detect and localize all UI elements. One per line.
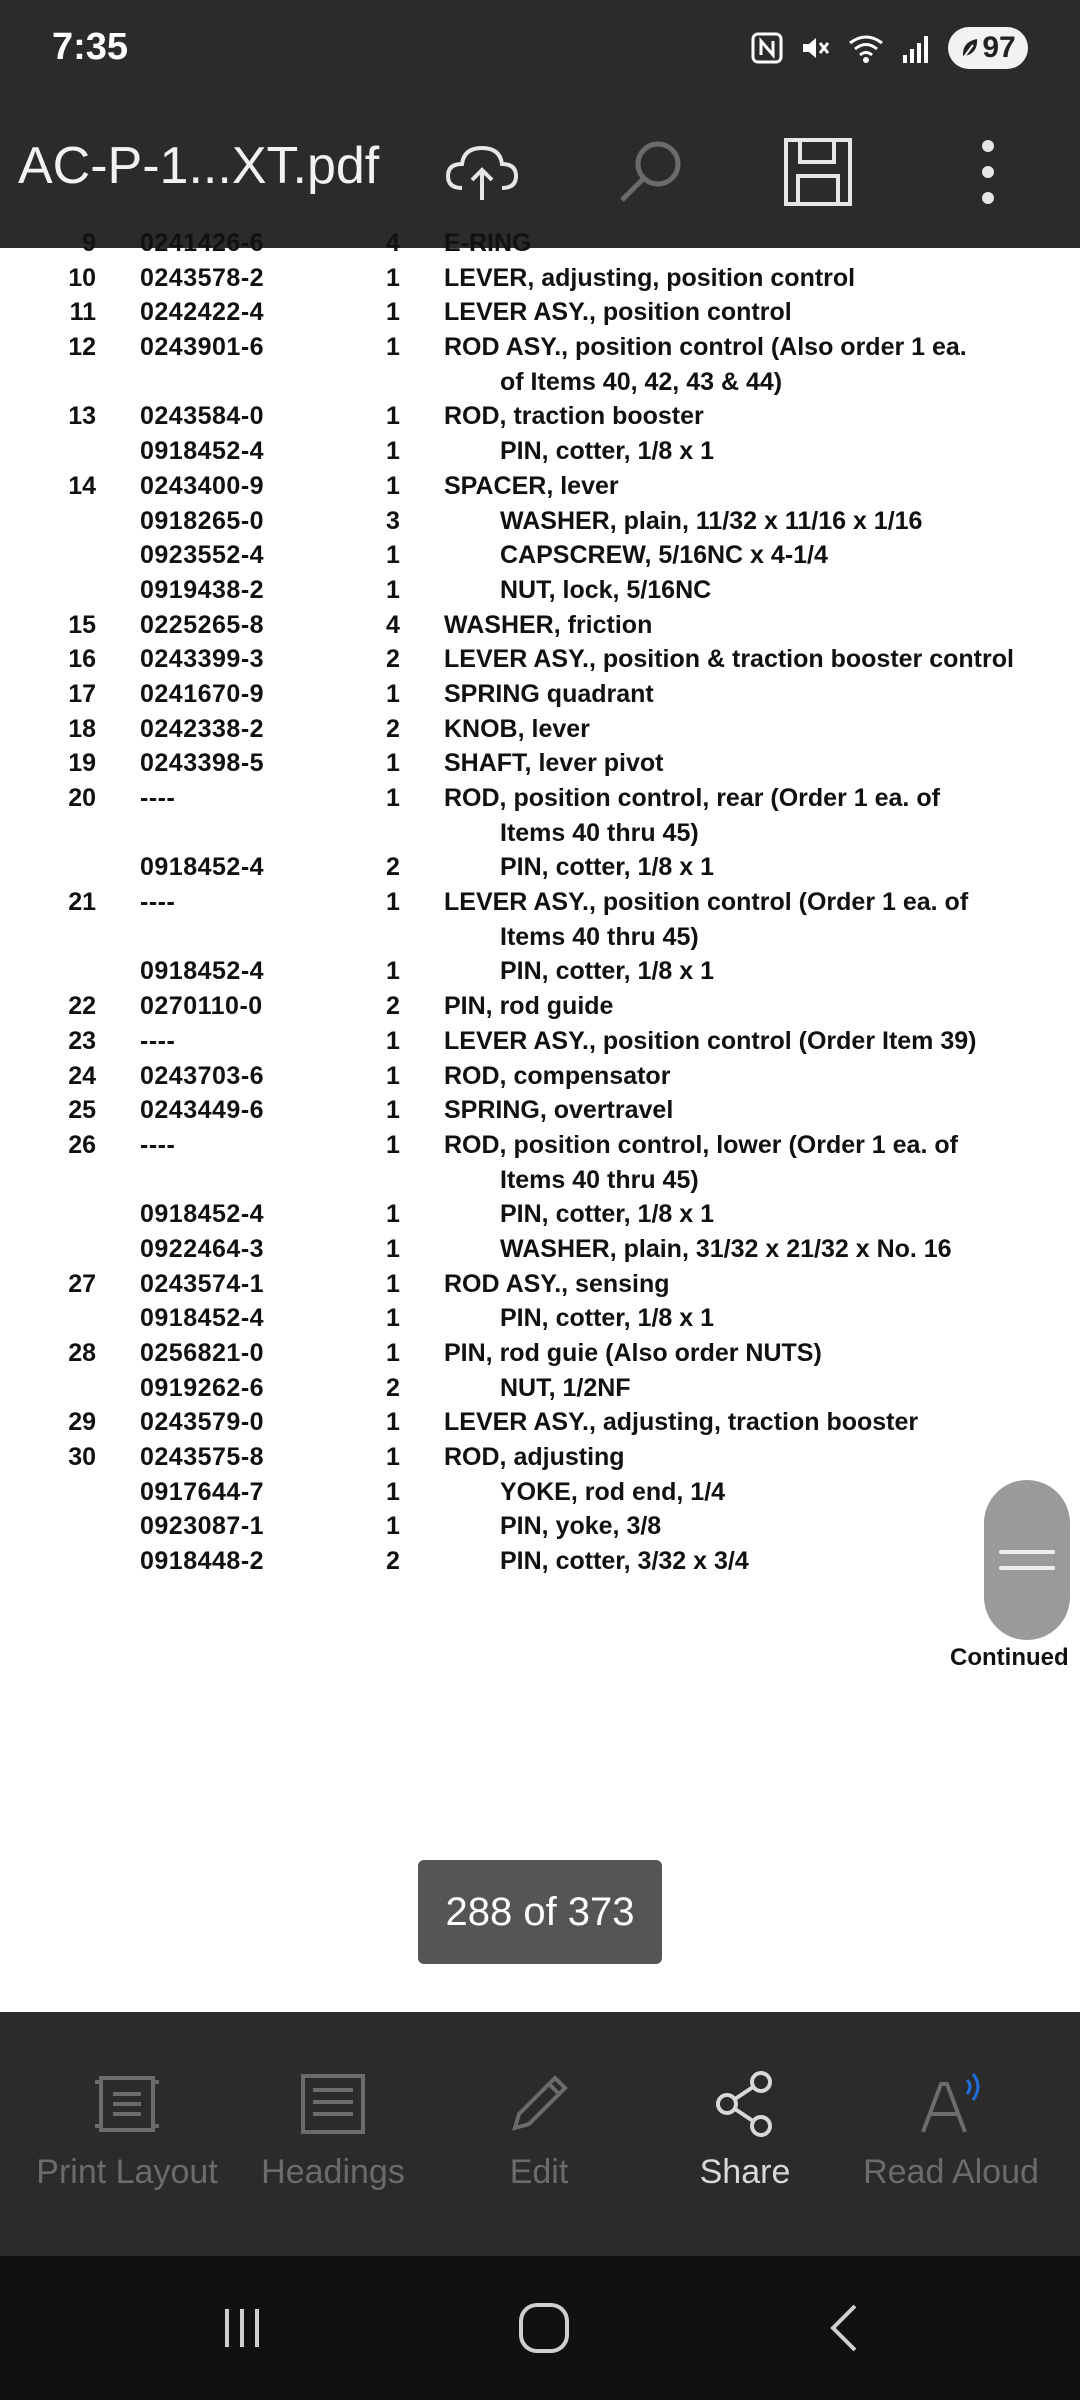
part-number: 0243578-2 (140, 263, 265, 292)
quantity: 1 (386, 541, 400, 570)
quantity: 1 (386, 888, 400, 917)
part-number: 0918448-2 (140, 1547, 265, 1576)
description: PIN, cotter, 1/8 x 1 (500, 1304, 714, 1333)
item-number: 20 (68, 784, 96, 812)
table-row (0, 850, 1080, 885)
pencil-icon (503, 2068, 575, 2145)
quantity: 1 (386, 1234, 400, 1263)
status-time: 7:35 (52, 26, 129, 68)
table-row (0, 954, 1080, 989)
parts-list-table (0, 226, 1080, 1579)
item-number: 17 (68, 679, 96, 708)
table-row (0, 608, 1080, 643)
quantity: 1 (386, 1061, 400, 1090)
description: PIN, cotter, 1/8 x 1 (500, 853, 714, 882)
print-layout-button[interactable] (32, 2068, 222, 2193)
description: PIN, cotter, 3/32 x 3/4 (500, 1547, 749, 1576)
headings-icon (297, 2068, 369, 2145)
part-number: 0243901-6 (140, 333, 265, 362)
part-number: 0243398-5 (140, 749, 265, 778)
quantity: 1 (386, 1304, 400, 1333)
quantity: 2 (386, 714, 400, 743)
table-row (0, 1509, 1080, 1544)
part-number: 0918452-4 (140, 1200, 265, 1229)
part-number: 0918452-4 (140, 853, 265, 882)
table-row (0, 920, 1080, 955)
quantity: 2 (386, 1547, 400, 1576)
description: ROD ASY., sensing (444, 1269, 670, 1298)
item-number: 18 (68, 714, 96, 743)
part-number: 0243579-0 (140, 1408, 265, 1437)
table-row (0, 712, 1080, 747)
quantity: 1 (386, 1512, 400, 1541)
status-icons (750, 24, 1028, 72)
description: PIN, rod guide (444, 992, 614, 1021)
description: ROD, position control, rear (Order 1 ea. of (444, 784, 940, 812)
description: WASHER, plain, 31/32 x 21/32 x No. 16 (500, 1234, 952, 1263)
item-number: 19 (68, 749, 96, 778)
table-row (0, 989, 1080, 1024)
item-number: 22 (68, 992, 96, 1021)
table-row (0, 1336, 1080, 1371)
description: WASHER, plain, 11/32 x 11/16 x 1/16 (500, 506, 923, 535)
quantity: 1 (386, 263, 400, 292)
item-number: 24 (68, 1061, 96, 1090)
part-number: 0919438-2 (140, 575, 265, 604)
share-icon (709, 2068, 781, 2145)
item-number: 15 (68, 610, 96, 639)
description: LEVER, adjusting, position control (444, 263, 856, 292)
home-button[interactable] (504, 2292, 584, 2364)
table-row (0, 295, 1080, 330)
part-number: 0917644-7 (140, 1477, 265, 1506)
quantity: 1 (386, 402, 400, 431)
description: Items 40 thru 45) (500, 1165, 699, 1194)
table-row (0, 434, 1080, 469)
save-icon[interactable] (772, 126, 864, 218)
edit-button[interactable] (444, 2068, 634, 2193)
table-row (0, 330, 1080, 365)
description: KNOB, lever (444, 714, 590, 743)
description: ROD ASY., position control (Also order 1 ea. (444, 333, 967, 362)
table-row (0, 1197, 1080, 1232)
part-number: 0923552-4 (140, 541, 265, 570)
quantity: 1 (386, 784, 400, 812)
table-row (0, 885, 1080, 920)
item-number: 13 (68, 402, 96, 431)
item-number: 14 (68, 471, 96, 500)
item-number: 25 (68, 1096, 96, 1125)
part-number: 0243449-6 (140, 1096, 265, 1125)
table-row (0, 1163, 1080, 1198)
system-nav-bar (0, 2256, 1080, 2400)
description: SPACER, lever (444, 471, 619, 500)
table-row (0, 226, 1080, 261)
quantity: 4 (386, 610, 400, 639)
table-row (0, 1232, 1080, 1267)
more-options-icon[interactable] (942, 126, 1034, 218)
item-number: 23 (68, 1026, 96, 1055)
item-number: 30 (68, 1443, 96, 1472)
description: Items 40 thru 45) (500, 922, 699, 951)
page-indicator: 288 of 373 (418, 1860, 662, 1964)
part-number: 0243399-3 (140, 645, 265, 674)
quantity: 3 (386, 506, 400, 535)
item-number: 28 (68, 1339, 96, 1367)
quantity: 1 (386, 1339, 400, 1367)
battery-level: 97 (982, 31, 1016, 64)
quantity: 1 (386, 1130, 400, 1159)
table-row (0, 538, 1080, 573)
part-number: 0919262-6 (140, 1373, 265, 1402)
read-aloud-icon (915, 2068, 987, 2145)
quantity: 1 (386, 298, 400, 327)
quantity: 1 (386, 333, 400, 362)
description: NUT, lock, 5/16NC (500, 575, 712, 604)
quantity: 2 (386, 853, 400, 882)
part-number: 0270110-0 (140, 992, 263, 1021)
quantity: 2 (386, 645, 400, 674)
file-title[interactable]: AC-P-1...XT.pdf (18, 137, 380, 195)
quantity: 1 (386, 957, 400, 986)
table-row (0, 677, 1080, 712)
table-row (0, 504, 1080, 539)
part-number: ---- (140, 784, 176, 812)
quantity: 1 (386, 679, 400, 708)
table-row (0, 746, 1080, 781)
item-number: 26 (68, 1130, 96, 1159)
description: PIN, cotter, 1/8 x 1 (500, 1200, 714, 1229)
read-aloud-button[interactable] (856, 2068, 1046, 2193)
search-icon[interactable] (604, 126, 696, 218)
table-row (0, 642, 1080, 677)
quantity: 2 (386, 1373, 400, 1402)
item-number: 12 (68, 333, 96, 362)
table-row (0, 573, 1080, 608)
table-row (0, 1475, 1080, 1510)
part-number: ---- (140, 888, 176, 917)
part-number: 0241670-9 (140, 679, 265, 708)
description: LEVER ASY., adjusting, traction booster (444, 1408, 919, 1437)
description: LEVER ASY., position control (Order 1 ea. of (444, 888, 969, 917)
description: PIN, rod guie (Also order NUTS) (444, 1339, 822, 1367)
description: SPRING quadrant (444, 679, 654, 708)
part-number: 0918265-0 (140, 506, 265, 535)
part-number: 0243400-9 (140, 471, 265, 500)
read-aloud-label: Read Aloud (863, 2153, 1039, 2191)
description: YOKE, rod end, 1/4 (500, 1477, 726, 1506)
description: SPRING, overtravel (444, 1096, 674, 1125)
table-row (0, 1440, 1080, 1475)
battery-leaf-icon (960, 36, 980, 60)
part-number: 0225265-8 (140, 610, 265, 639)
description: SHAFT, lever pivot (444, 749, 664, 778)
battery-indicator (948, 27, 1028, 69)
description: LEVER ASY., position & traction booster control (444, 645, 1014, 674)
table-row (0, 469, 1080, 504)
table-row (0, 399, 1080, 434)
description: WASHER, friction (444, 610, 653, 639)
quantity: 1 (386, 1096, 400, 1125)
part-number: 0256821-0 (140, 1339, 265, 1367)
wifi-icon (846, 31, 886, 65)
signal-icon (900, 31, 934, 65)
nfc-icon (750, 31, 784, 65)
part-number: 0243584-0 (140, 402, 265, 431)
description: PIN, cotter, 1/8 x 1 (500, 437, 714, 466)
description: ROD, traction booster (444, 402, 704, 431)
item-number: 27 (68, 1269, 96, 1298)
part-number: 0918452-4 (140, 437, 265, 466)
part-number: 0918452-4 (140, 957, 265, 986)
quantity: 1 (386, 471, 400, 500)
description: Items 40 thru 45) (500, 818, 699, 847)
table-row (0, 816, 1080, 851)
table-row (0, 1128, 1080, 1163)
item-number: 16 (68, 645, 96, 674)
part-number: 0922464-3 (140, 1234, 265, 1263)
continued-label: Continued (950, 1644, 1069, 1671)
table-row (0, 365, 1080, 400)
description: LEVER ASY., position control (444, 298, 792, 327)
description: ROD, position control, lower (Order 1 ea. of (444, 1130, 958, 1159)
table-row (0, 1024, 1080, 1059)
table-row (0, 1405, 1080, 1440)
bottom-toolbar (0, 2012, 1080, 2256)
share-button[interactable] (650, 2068, 840, 2193)
quantity: 1 (386, 575, 400, 604)
recent-apps-button[interactable] (202, 2292, 282, 2364)
description: NUT, 1/2NF (500, 1373, 631, 1402)
back-button[interactable] (806, 2292, 886, 2364)
quantity: 1 (386, 1200, 400, 1229)
table-row (0, 1059, 1080, 1094)
part-number: 0923087-1 (140, 1512, 265, 1541)
item-number: 11 (69, 298, 96, 327)
quantity: 4 (386, 229, 400, 257)
item-number: 29 (68, 1408, 96, 1437)
part-number: ---- (140, 1026, 176, 1055)
part-number: 0918452-4 (140, 1304, 265, 1333)
description: PIN, yoke, 3/8 (500, 1512, 662, 1541)
table-row (0, 1544, 1080, 1579)
table-row (0, 261, 1080, 296)
description: PIN, cotter, 1/8 x 1 (500, 957, 714, 986)
description: of Items 40, 42, 43 & 44) (500, 367, 783, 396)
table-row (0, 1371, 1080, 1406)
print-layout-label: Print Layout (36, 2153, 218, 2191)
share-label: Share (699, 2153, 791, 2191)
description: ROD, compensator (444, 1061, 671, 1090)
part-number: 0241426-6 (140, 229, 265, 257)
edit-label: Edit (509, 2153, 569, 2191)
quantity: 1 (386, 749, 400, 778)
quantity: 1 (386, 437, 400, 466)
description: CAPSCREW, 5/16NC x 4-1/4 (500, 541, 828, 570)
item-number: 9 (82, 229, 96, 257)
table-row (0, 781, 1080, 816)
quantity: 1 (386, 1269, 400, 1298)
pdf-page[interactable] (0, 229, 1080, 2012)
table-row (0, 1301, 1080, 1336)
part-number: 0243574-1 (140, 1269, 265, 1298)
headings-button[interactable] (238, 2068, 428, 2193)
description: LEVER ASY., position control (Order Item 39) (444, 1026, 977, 1055)
item-number: 10 (68, 263, 96, 292)
table-row (0, 1093, 1080, 1128)
item-number: 21 (68, 888, 96, 917)
quantity: 1 (386, 1443, 400, 1472)
description: ROD, adjusting (444, 1443, 625, 1472)
mute-icon (798, 31, 832, 65)
cloud-upload-icon[interactable] (436, 126, 528, 218)
print-layout-icon (91, 2068, 163, 2145)
part-number: 0242338-2 (140, 714, 265, 743)
part-number: 0242422-4 (140, 298, 265, 327)
part-number: 0243703-6 (140, 1061, 265, 1090)
part-number: 0243575-8 (140, 1443, 265, 1472)
quantity: 2 (386, 992, 400, 1021)
part-number: ---- (140, 1130, 176, 1159)
description: E-RING (444, 229, 532, 257)
quantity: 1 (386, 1026, 400, 1055)
headings-label: Headings (261, 2153, 405, 2191)
fast-scroll-handle[interactable] (984, 1480, 1070, 1640)
status-bar (0, 0, 1080, 96)
table-row (0, 1267, 1080, 1302)
quantity: 1 (386, 1477, 400, 1506)
quantity: 1 (386, 1408, 400, 1437)
